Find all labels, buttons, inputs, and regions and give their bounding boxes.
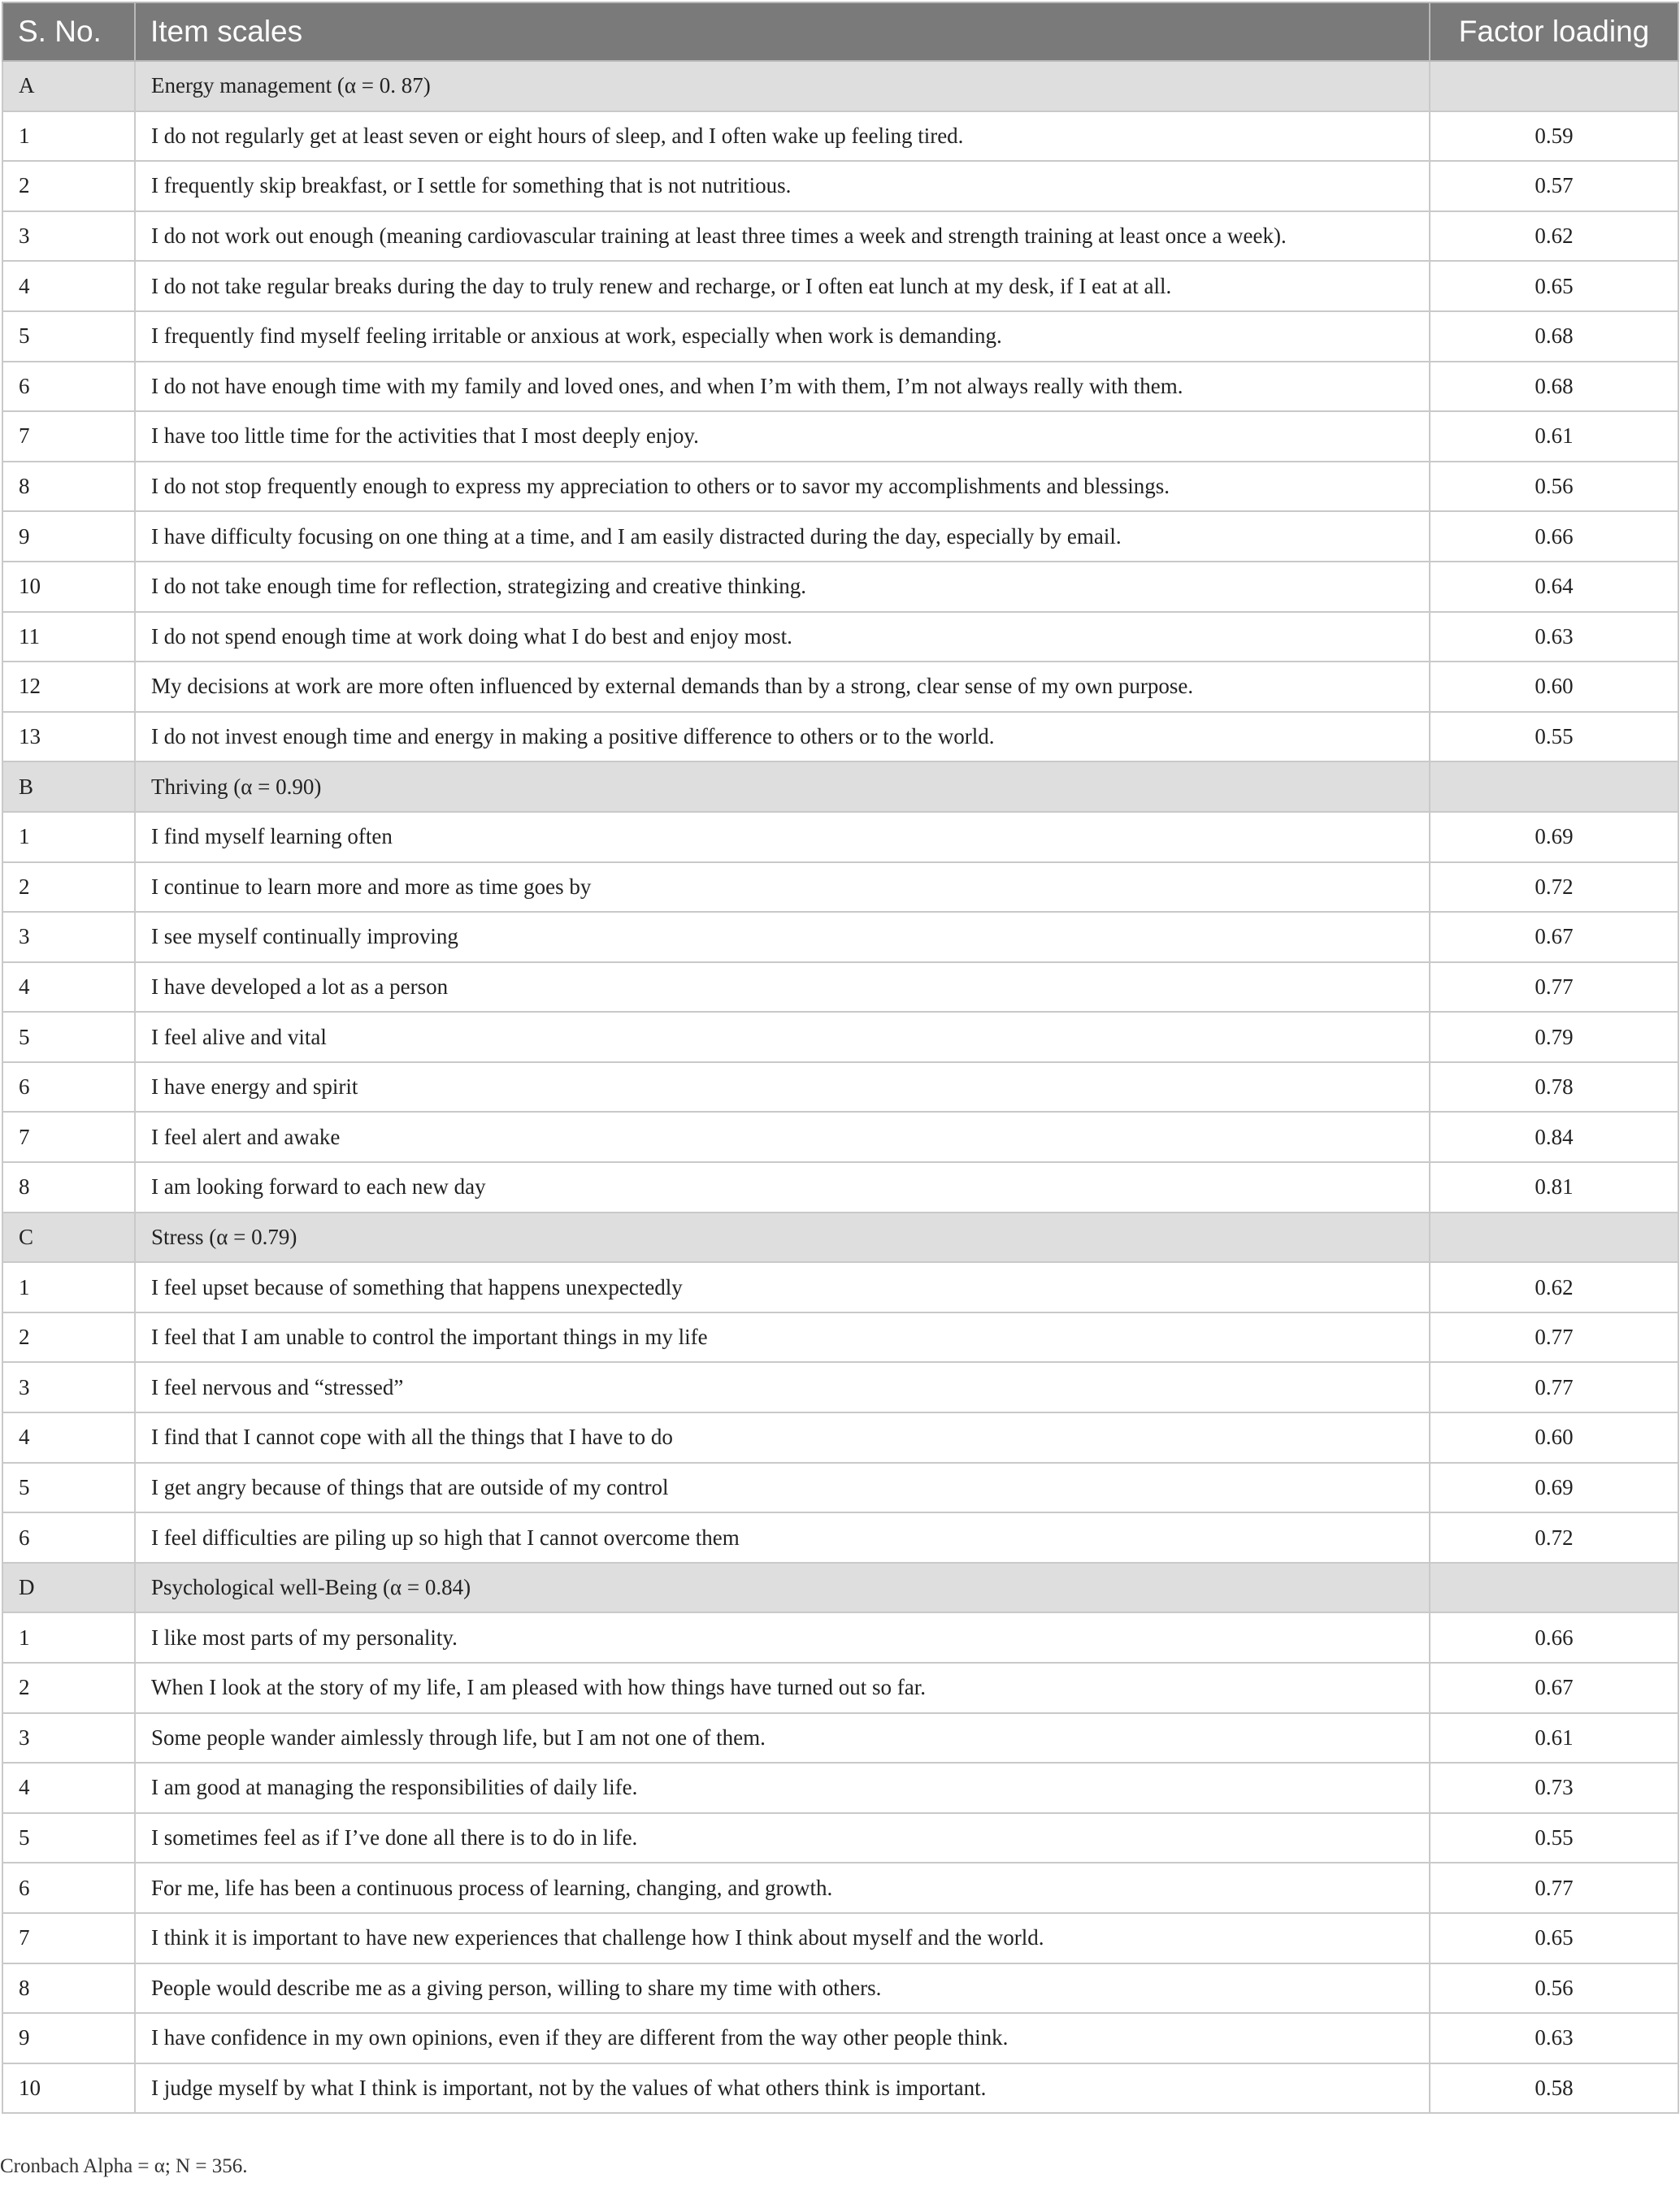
item-number: 2	[2, 161, 135, 211]
item-loading: 0.60	[1430, 662, 1678, 712]
item-loading: 0.69	[1430, 812, 1678, 862]
table-body	[2, 61, 1678, 2113]
item-number: 4	[2, 1763, 135, 1813]
item-number: 7	[2, 1913, 135, 1963]
item-text: Some people wander aimlessly through life, but I am not one of them.	[135, 1713, 1430, 1764]
item-loading: 0.72	[1430, 862, 1678, 913]
item-loading: 0.72	[1430, 1512, 1678, 1563]
item-loading: 0.65	[1430, 261, 1678, 311]
item-loading: 0.77	[1430, 962, 1678, 1013]
item-loading: 0.61	[1430, 1713, 1678, 1764]
item-loading: 0.58	[1430, 2063, 1678, 2114]
table-row	[2, 1463, 1678, 1513]
item-text: I sometimes feel as if I’ve done all there is to do in life.	[135, 1813, 1430, 1863]
section-row	[2, 1563, 1678, 1613]
item-text: I do not invest enough time and energy in making a positive difference to others or to the world.	[135, 712, 1430, 762]
item-loading: 0.65	[1430, 1913, 1678, 1963]
item-loading: 0.57	[1430, 161, 1678, 211]
item-text: I do not work out enough (meaning cardiovascular training at least three times a week and strength training at least once a week).	[135, 211, 1430, 262]
item-number: 4	[2, 962, 135, 1013]
item-loading: 0.56	[1430, 462, 1678, 512]
table-row	[2, 1062, 1678, 1113]
item-number: 7	[2, 1112, 135, 1162]
table-row	[2, 1913, 1678, 1963]
item-number: 5	[2, 1012, 135, 1062]
item-loading: 0.77	[1430, 1863, 1678, 1913]
item-number: 1	[2, 812, 135, 862]
table-row	[2, 1012, 1678, 1062]
item-loading: 0.67	[1430, 912, 1678, 962]
item-text: I do not take enough time for reflection, strategizing and creative thinking.	[135, 562, 1430, 612]
table-row	[2, 411, 1678, 462]
table-row	[2, 912, 1678, 962]
item-loading: 0.84	[1430, 1112, 1678, 1162]
item-text: I feel alive and vital	[135, 1012, 1430, 1062]
item-text: I feel alert and awake	[135, 1112, 1430, 1162]
item-text: I continue to learn more and more as time goes by	[135, 862, 1430, 913]
item-number: 5	[2, 1463, 135, 1513]
table-row	[2, 1963, 1678, 2014]
item-loading: 0.77	[1430, 1362, 1678, 1412]
header-row	[2, 2, 1678, 61]
table-row	[2, 311, 1678, 362]
item-loading: 0.64	[1430, 562, 1678, 612]
table-row	[2, 1863, 1678, 1913]
item-number: 3	[2, 211, 135, 262]
item-loading: 0.63	[1430, 2013, 1678, 2063]
header-item-scales: Item scales	[135, 2, 1430, 61]
item-number: 13	[2, 712, 135, 762]
item-number: 9	[2, 511, 135, 562]
section-row	[2, 761, 1678, 812]
item-loading: 0.66	[1430, 1612, 1678, 1663]
section-id: B	[2, 761, 135, 812]
table-row	[2, 1312, 1678, 1363]
table-row	[2, 1362, 1678, 1412]
header-sno: S. No.	[2, 2, 135, 61]
item-loading: 0.62	[1430, 1262, 1678, 1312]
item-text: I frequently find myself feeling irritable or anxious at work, especially when work is demanding.	[135, 311, 1430, 362]
section-title: Thriving (α = 0.90)	[135, 761, 1430, 812]
item-number: 8	[2, 462, 135, 512]
item-loading: 0.68	[1430, 362, 1678, 412]
table-row	[2, 211, 1678, 262]
section-id: A	[2, 61, 135, 111]
item-number: 7	[2, 411, 135, 462]
item-loading: 0.66	[1430, 511, 1678, 562]
table-row	[2, 862, 1678, 913]
table-row	[2, 962, 1678, 1013]
item-number: 3	[2, 912, 135, 962]
item-number: 5	[2, 311, 135, 362]
item-text: I see myself continually improving	[135, 912, 1430, 962]
item-loading: 0.55	[1430, 712, 1678, 762]
section-loading-empty	[1430, 761, 1678, 812]
item-number: 4	[2, 1412, 135, 1463]
table-row	[2, 1412, 1678, 1463]
item-text: I am good at managing the responsibilities of daily life.	[135, 1763, 1430, 1813]
item-number: 2	[2, 1663, 135, 1713]
table-row	[2, 161, 1678, 211]
table-row	[2, 111, 1678, 162]
item-text: I feel nervous and “stressed”	[135, 1362, 1430, 1412]
item-loading: 0.62	[1430, 211, 1678, 262]
item-loading: 0.61	[1430, 411, 1678, 462]
item-loading: 0.60	[1430, 1412, 1678, 1463]
item-loading: 0.77	[1430, 1312, 1678, 1363]
factor-loading-table	[2, 2, 1679, 2114]
item-text: I have confidence in my own opinions, even if they are different from the way other people think.	[135, 2013, 1430, 2063]
table-row	[2, 2013, 1678, 2063]
table-row	[2, 2063, 1678, 2114]
section-row	[2, 61, 1678, 111]
table-row	[2, 612, 1678, 662]
item-number: 6	[2, 1062, 135, 1113]
item-number: 9	[2, 2013, 135, 2063]
item-text: I have difficulty focusing on one thing at a time, and I am easily distracted during the day, especially by email.	[135, 511, 1430, 562]
item-loading: 0.69	[1430, 1463, 1678, 1513]
table-row	[2, 261, 1678, 311]
item-number: 1	[2, 1262, 135, 1312]
table-row	[2, 712, 1678, 762]
item-loading: 0.56	[1430, 1963, 1678, 2014]
item-number: 1	[2, 111, 135, 162]
item-number: 6	[2, 362, 135, 412]
item-loading: 0.59	[1430, 111, 1678, 162]
item-number: 2	[2, 1312, 135, 1363]
item-number: 4	[2, 261, 135, 311]
item-number: 3	[2, 1713, 135, 1764]
item-text: I do not spend enough time at work doing what I do best and enjoy most.	[135, 612, 1430, 662]
table-row	[2, 1663, 1678, 1713]
item-loading: 0.79	[1430, 1012, 1678, 1062]
item-number: 8	[2, 1162, 135, 1213]
table-row	[2, 1162, 1678, 1213]
item-text: I do not regularly get at least seven or eight hours of sleep, and I often wake up feeling tired.	[135, 111, 1430, 162]
item-number: 5	[2, 1813, 135, 1863]
header-factor-loading: Factor loading	[1430, 2, 1678, 61]
item-loading: 0.81	[1430, 1162, 1678, 1213]
table-row	[2, 1612, 1678, 1663]
item-text: I have developed a lot as a person	[135, 962, 1430, 1013]
item-loading: 0.68	[1430, 311, 1678, 362]
item-text: I feel difficulties are piling up so high that I cannot overcome them	[135, 1512, 1430, 1563]
table-row	[2, 1512, 1678, 1563]
item-text: I do not take regular breaks during the day to truly renew and recharge, or I often eat lunch at my desk, if I eat at all.	[135, 261, 1430, 311]
item-number: 2	[2, 862, 135, 913]
item-loading: 0.78	[1430, 1062, 1678, 1113]
item-text: I get angry because of things that are outside of my control	[135, 1463, 1430, 1513]
item-text: I find myself learning often	[135, 812, 1430, 862]
table-row	[2, 1813, 1678, 1863]
item-loading: 0.55	[1430, 1813, 1678, 1863]
section-loading-empty	[1430, 1563, 1678, 1613]
table-container	[2, 2, 1678, 2114]
item-text: I find that I cannot cope with all the things that I have to do	[135, 1412, 1430, 1463]
table-row	[2, 1262, 1678, 1312]
item-text: I do not have enough time with my family and loved ones, and when I’m with them, I’m not always really with them.	[135, 362, 1430, 412]
table-row	[2, 812, 1678, 862]
section-loading-empty	[1430, 1213, 1678, 1263]
item-text: I am looking forward to each new day	[135, 1162, 1430, 1213]
item-text: I think it is important to have new experiences that challenge how I think about myself and the world.	[135, 1913, 1430, 1963]
item-text: When I look at the story of my life, I am pleased with how things have turned out so far.	[135, 1663, 1430, 1713]
item-number: 3	[2, 1362, 135, 1412]
section-loading-empty	[1430, 61, 1678, 111]
table-row	[2, 362, 1678, 412]
item-text: People would describe me as a giving person, willing to share my time with others.	[135, 1963, 1430, 2014]
item-number: 6	[2, 1863, 135, 1913]
section-title: Energy management (α = 0. 87)	[135, 61, 1430, 111]
item-number: 10	[2, 2063, 135, 2114]
item-loading: 0.67	[1430, 1663, 1678, 1713]
item-text: I have too little time for the activities that I most deeply enjoy.	[135, 411, 1430, 462]
table-row	[2, 662, 1678, 712]
section-row	[2, 1213, 1678, 1263]
item-text: My decisions at work are more often influenced by external demands than by a strong, clear sense of my own purpose.	[135, 662, 1430, 712]
table-footnote: Cronbach Alpha = α; N = 356.	[0, 2155, 248, 2177]
table-row	[2, 1112, 1678, 1162]
item-text: I frequently skip breakfast, or I settle for something that is not nutritious.	[135, 161, 1430, 211]
item-number: 11	[2, 612, 135, 662]
section-title: Stress (α = 0.79)	[135, 1213, 1430, 1263]
section-title: Psychological well-Being (α = 0.84)	[135, 1563, 1430, 1613]
section-id: C	[2, 1213, 135, 1263]
item-number: 8	[2, 1963, 135, 2014]
item-text: I do not stop frequently enough to express my appreciation to others or to savor my accomplishments and blessings.	[135, 462, 1430, 512]
item-number: 1	[2, 1612, 135, 1663]
item-text: I like most parts of my personality.	[135, 1612, 1430, 1663]
item-text: I feel upset because of something that happens unexpectedly	[135, 1262, 1430, 1312]
item-number: 10	[2, 562, 135, 612]
item-text: I feel that I am unable to control the important things in my life	[135, 1312, 1430, 1363]
table-row	[2, 1713, 1678, 1764]
table-row	[2, 562, 1678, 612]
item-text: I have energy and spirit	[135, 1062, 1430, 1113]
item-loading: 0.63	[1430, 612, 1678, 662]
item-text: For me, life has been a continuous process of learning, changing, and growth.	[135, 1863, 1430, 1913]
item-loading: 0.73	[1430, 1763, 1678, 1813]
item-number: 12	[2, 662, 135, 712]
table-row	[2, 511, 1678, 562]
table-row	[2, 462, 1678, 512]
table-row	[2, 1763, 1678, 1813]
section-id: D	[2, 1563, 135, 1613]
item-text: I judge myself by what I think is important, not by the values of what others think is important.	[135, 2063, 1430, 2114]
item-number: 6	[2, 1512, 135, 1563]
